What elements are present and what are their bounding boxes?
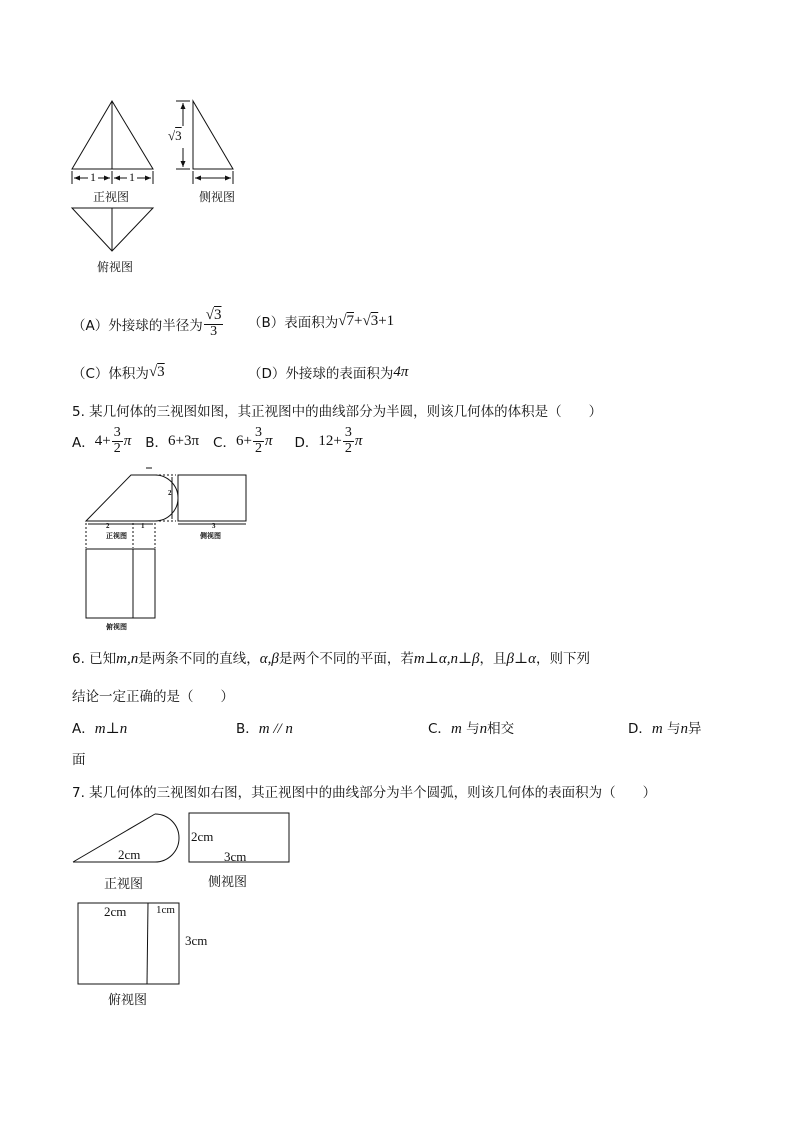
q5-top-label: 俯视图 (106, 623, 127, 631)
q5-front-label: 正视图 (106, 532, 127, 540)
q4-option-a: （A）外接球的半径为 $\frac{√3}{3}$ (72, 307, 222, 339)
q6-option-a: A．m⊥n (72, 721, 128, 737)
q4-side-label: 侧视图 (199, 190, 236, 204)
q7-side-label: 侧视图 (208, 875, 248, 890)
q6-option-d-wrap: 面 (72, 752, 86, 768)
q7-top-width1: 2cm (104, 904, 127, 919)
q5-side-label: 侧视图 (200, 532, 221, 540)
q4-dim-height: √3 (168, 128, 182, 143)
q5-dim-side-width: 3 (212, 522, 216, 530)
q7-front-label: 正视图 (104, 877, 144, 892)
q7-top-width2: 1cm (156, 904, 175, 916)
q5-dim-front-right: 1 (141, 522, 145, 530)
q7-front-dim: 2cm (118, 847, 141, 862)
q4-option-a-fraction: $\frac{√3}{3}$ (205, 307, 222, 339)
q6-option-c: C．m 与n相交 (428, 721, 515, 737)
q7-side-height: 2cm (191, 829, 214, 844)
q7-side-width: 3cm (224, 849, 247, 864)
q6-stem: 6. 已知m,n是两条不同的直线，α,β是两个不同的平面，若m⊥α,n⊥β，且β⊥α，则下列 (72, 651, 590, 667)
q4-front-label: 正视图 (93, 190, 130, 204)
q5-option-b: B． 6+3π (145, 432, 200, 452)
q5-stem: 5. 某几何体的三视图如图，其正视图中的曲线部分为半圆，则该几何体的体积是（ ） (72, 404, 603, 420)
q6-option-d: D．m 与n异 (628, 721, 702, 737)
q4-option-c: （C）体积为 √3 (72, 363, 165, 382)
q6-option-b: B．m // n (236, 721, 293, 737)
q5-dim-front-left: 2 (106, 522, 110, 530)
q5-option-a: A． 4+ $\frac{3}{2}$ π (72, 425, 132, 456)
q5-option-d: D． 12+ $\frac{3}{2}$ π (294, 425, 363, 456)
q7-top-label: 俯视图 (108, 993, 148, 1008)
q4-dim-right: 1 (129, 170, 135, 184)
q4-top-label: 俯视图 (97, 260, 134, 274)
q4-option-b: （B）表面积为 √7 + √3 +1 (248, 312, 395, 331)
q4-option-d: （D）外接球的表面积为 4π (248, 363, 409, 382)
q7-stem: 7. 某几何体的三视图如右图，其正视图中的曲线部分为半个圆弧，则该几何体的表面积为（ ） (72, 785, 657, 801)
q5-dim-height: 2 (168, 489, 172, 497)
q5-option-c: C． 6+ $\frac{3}{2}$ π (213, 425, 273, 456)
q7-top-height: 3cm (185, 933, 208, 948)
q4-dim-left: 1 (90, 170, 96, 184)
q6-stem-line2: 结论一定正确的是（ ） (72, 689, 234, 705)
